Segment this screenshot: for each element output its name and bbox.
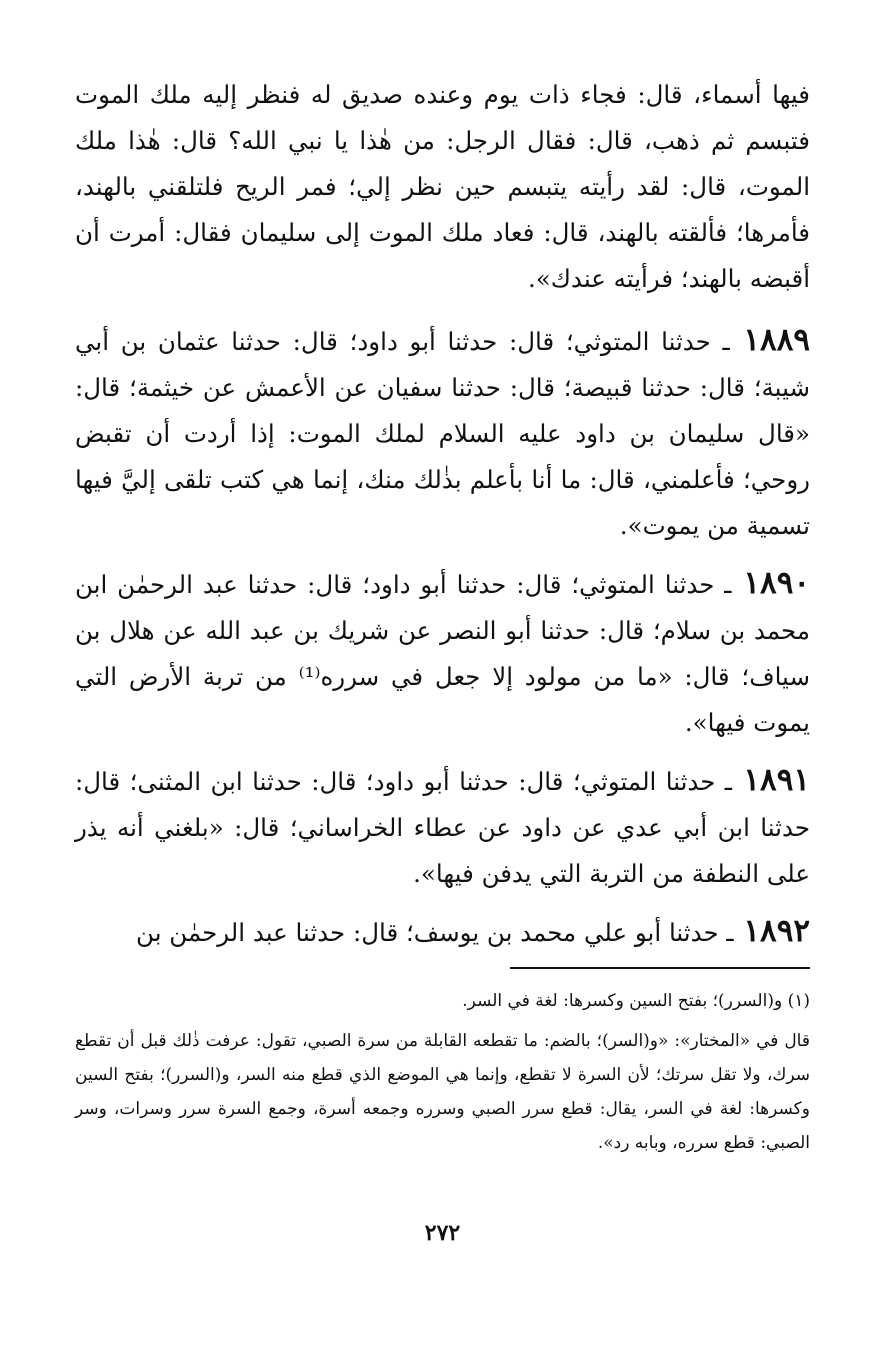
hadith-number: ١٨٩١ bbox=[743, 762, 810, 798]
hadith-number: ١٨٨٩ bbox=[743, 322, 810, 358]
hadith-1889 bbox=[75, 319, 810, 549]
paragraph-continuation bbox=[75, 72, 810, 302]
page-number: ٢٧٢ bbox=[424, 1220, 461, 1246]
footnote-separator bbox=[510, 967, 810, 969]
hadith-text: ـ حدثنا المتوثي؛ قال: حدثنا أبو داود؛ قال: حدثنا عبد الرحمٰن ابن محمد بن سلام؛ قال: حدثنا أبو النصر عن شريك بن عبد الله عن هلال بن سياف؛ قال: «ما من مولود إلا جعل في سرره⁽¹⁾ من تربة الأرض التي يموت فيها». bbox=[75, 570, 810, 737]
footnote-1: (١) و(السرر)؛ بفتح السين وكسرها: لغة في السر. bbox=[462, 991, 810, 1011]
hadith-text: ـ حدثنا المتوثي؛ قال: حدثنا أبو داود؛ قال: حدثنا ابن المثنى؛ قال: حدثنا ابن أبي عدي عن داود عن عطاء الخراساني؛ قال: «بلغني أنه يذر على النطفة من التربة التي يدفن فيها». bbox=[75, 767, 810, 888]
main-text bbox=[75, 72, 810, 969]
hadith-text: ـ حدثنا أبو علي محمد بن يوسف؛ قال: حدثنا عبد الرحمٰن بن bbox=[136, 918, 734, 947]
hadith-1892 bbox=[75, 910, 810, 956]
footnote-2: قال في «المختار»: «و(السر)؛ بالضم: ما تقطعه القابلة من سرة الصبي، تقول: عرفت ذٰلك قبل أن تقطع سرك، ولا تقل سرتك؛ لأن السرة لا تقطع، وإنما هي الموضع الذي قطع منه السر، و(السرر)؛ بفتح السين وكسرها: لغة في السر، يقال: قطع سرر الصبي وسرره وجمعه أسرة، وجمع السرة سرر وسرات، وسر الصبي: قطع سرره، وبابه رد». bbox=[75, 1031, 810, 1153]
hadith-1890 bbox=[75, 562, 810, 746]
paragraph-text: فيها أسماء، قال: فجاء ذات يوم وعنده صديق له فنظر إليه ملك الموت فتبسم ثم ذهب، قال: فقال الرجل: من هٰذا يا نبي الله؟ قال: هٰذا ملك الموت، قال: لقد رأيته يتبسم حين نظر إلي؛ فمر الريح فلتلقني بالهند، فأمرها؛ فألقته بالهند، قال: فعاد ملك الموت إلى سليمان فقال: أمرت أن أقبضه بالهند؛ فرأيته عندك». bbox=[75, 80, 810, 293]
footnotes bbox=[75, 984, 810, 1160]
hadith-number: ١٨٩٢ bbox=[743, 913, 810, 949]
hadith-1891 bbox=[75, 759, 810, 897]
hadith-text: ـ حدثنا المتوثي؛ قال: حدثنا أبو داود؛ قال: حدثنا عثمان بن أبي شيبة؛ قال: حدثنا قبيصة؛ قال: حدثنا سفيان عن الأعمش عن خيثمة؛ قال: «قال سليمان بن داود عليه السلام لملك الموت: إذا أردت أن تقبض روحي؛ فأعلمني، قال: ما أنا بأعلم بذٰلك منك، إنما هي كتب تلقى إليَّ فيها تسمية من يموت». bbox=[75, 327, 810, 540]
hadith-number: ١٨٩٠ bbox=[743, 565, 810, 601]
